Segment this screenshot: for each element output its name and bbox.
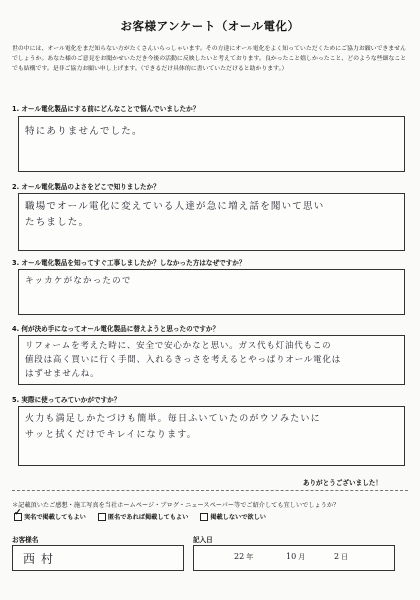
customer-name-label: お客様名	[12, 536, 39, 544]
checkbox-icon[interactable]	[200, 513, 208, 521]
entry-date-month: 10 月	[286, 552, 306, 561]
question-4-answer-line-3: はずせませんね。	[25, 369, 100, 379]
form-title: お客様アンケート（オール電化）	[120, 19, 300, 33]
consent-option-anonymous[interactable]	[98, 512, 188, 521]
entry-date-day: 2 日	[334, 552, 349, 561]
consent-options	[14, 507, 266, 521]
customer-name-field[interactable]	[12, 545, 184, 571]
question-4-answer-line-2: 値段は高く買いに行く手間、入れるきっさを考えるとやっぱりオール電化は	[25, 355, 342, 365]
question-1-answer-box[interactable]	[18, 116, 405, 172]
question-2-label: 2. オール電化製品のよさをどこで知りましたか？	[12, 183, 160, 191]
intro-text: 世の中には、オール電化をまだ知らない方がたくさんいらっしゃいます。その方達にオール電化をよく知っていただくためにご協力お願いできませんでしょうか。あなた様のご意見をお聞かせいただき今後の活動に反映したいと考えております。良かったこと嬉しかったこと、どのような些細なことでも結構です。是非ご協力お願い申し上げます。（できるだけ具体的に書いていただけると助かります。）	[12, 46, 407, 72]
consent-option-real-name[interactable]	[14, 507, 86, 521]
entry-date-year: 22 年	[234, 552, 254, 561]
question-5-label: 5. 実際に使ってみていかがですか？	[12, 396, 121, 404]
consent-option-do-not-publish[interactable]	[200, 512, 266, 521]
question-1-label: 1. オール電化製品にする前にどんなことで悩んでいましたか？	[12, 105, 200, 113]
question-3-answer-box[interactable]	[18, 269, 405, 315]
consent-question: ＊記載頂いたご感想・施工写真を当社ホームページ・ブログ・ニュースペーパー等でご紹介しても宜しいでしょうか？	[12, 502, 340, 509]
consent-option-do-not-publish-label: 掲載しないで欲しい	[210, 514, 266, 521]
question-4-label: 4. 何が決め手になってオール電化製品に替えようと思ったのですか？	[12, 325, 220, 333]
section-divider	[12, 490, 408, 491]
entry-date-label: 記入日	[193, 536, 213, 544]
question-2-answer-box[interactable]	[18, 193, 405, 251]
question-3-label: 3. オール電化製品を知ってすぐ工事しましたか？しなかった方はなぜですか？	[12, 259, 246, 267]
customer-name-value: 西村	[23, 552, 60, 566]
question-4-answer-box[interactable]	[18, 335, 405, 385]
question-2-answer-line-2: たちました。	[25, 217, 90, 228]
entry-date-field[interactable]	[193, 545, 395, 571]
checkbox-checked-icon[interactable]: ✓	[14, 513, 22, 521]
question-5-answer-box[interactable]	[18, 406, 405, 466]
thanks-text: ありがとうございました！	[302, 479, 382, 487]
consent-option-real-name-label: 実名で掲載してもよい	[24, 514, 86, 521]
question-5-answer-line-1: 火力も満足しかたづけも簡単。毎日ふいていたのがウソみたいに	[25, 414, 321, 424]
question-3-answer-line-1: キッカケがなかったので	[25, 276, 132, 286]
question-1-answer-line-1: 特にありませんでした。	[25, 126, 143, 137]
consent-option-anonymous-label: 匿名であれば掲載してもよい	[107, 514, 189, 521]
question-2-answer-line-1: 職場でオール電化に変えている人達が急に増え話を聞いて思い	[25, 201, 325, 212]
question-4-answer-line-1: リフォームを考えた時に、安全で安心かなと思い。ガス代も灯油代もこの	[25, 341, 332, 351]
question-5-answer-line-2: サッと拭くだけでキレイになります。	[25, 430, 197, 440]
checkbox-icon[interactable]	[98, 513, 106, 521]
